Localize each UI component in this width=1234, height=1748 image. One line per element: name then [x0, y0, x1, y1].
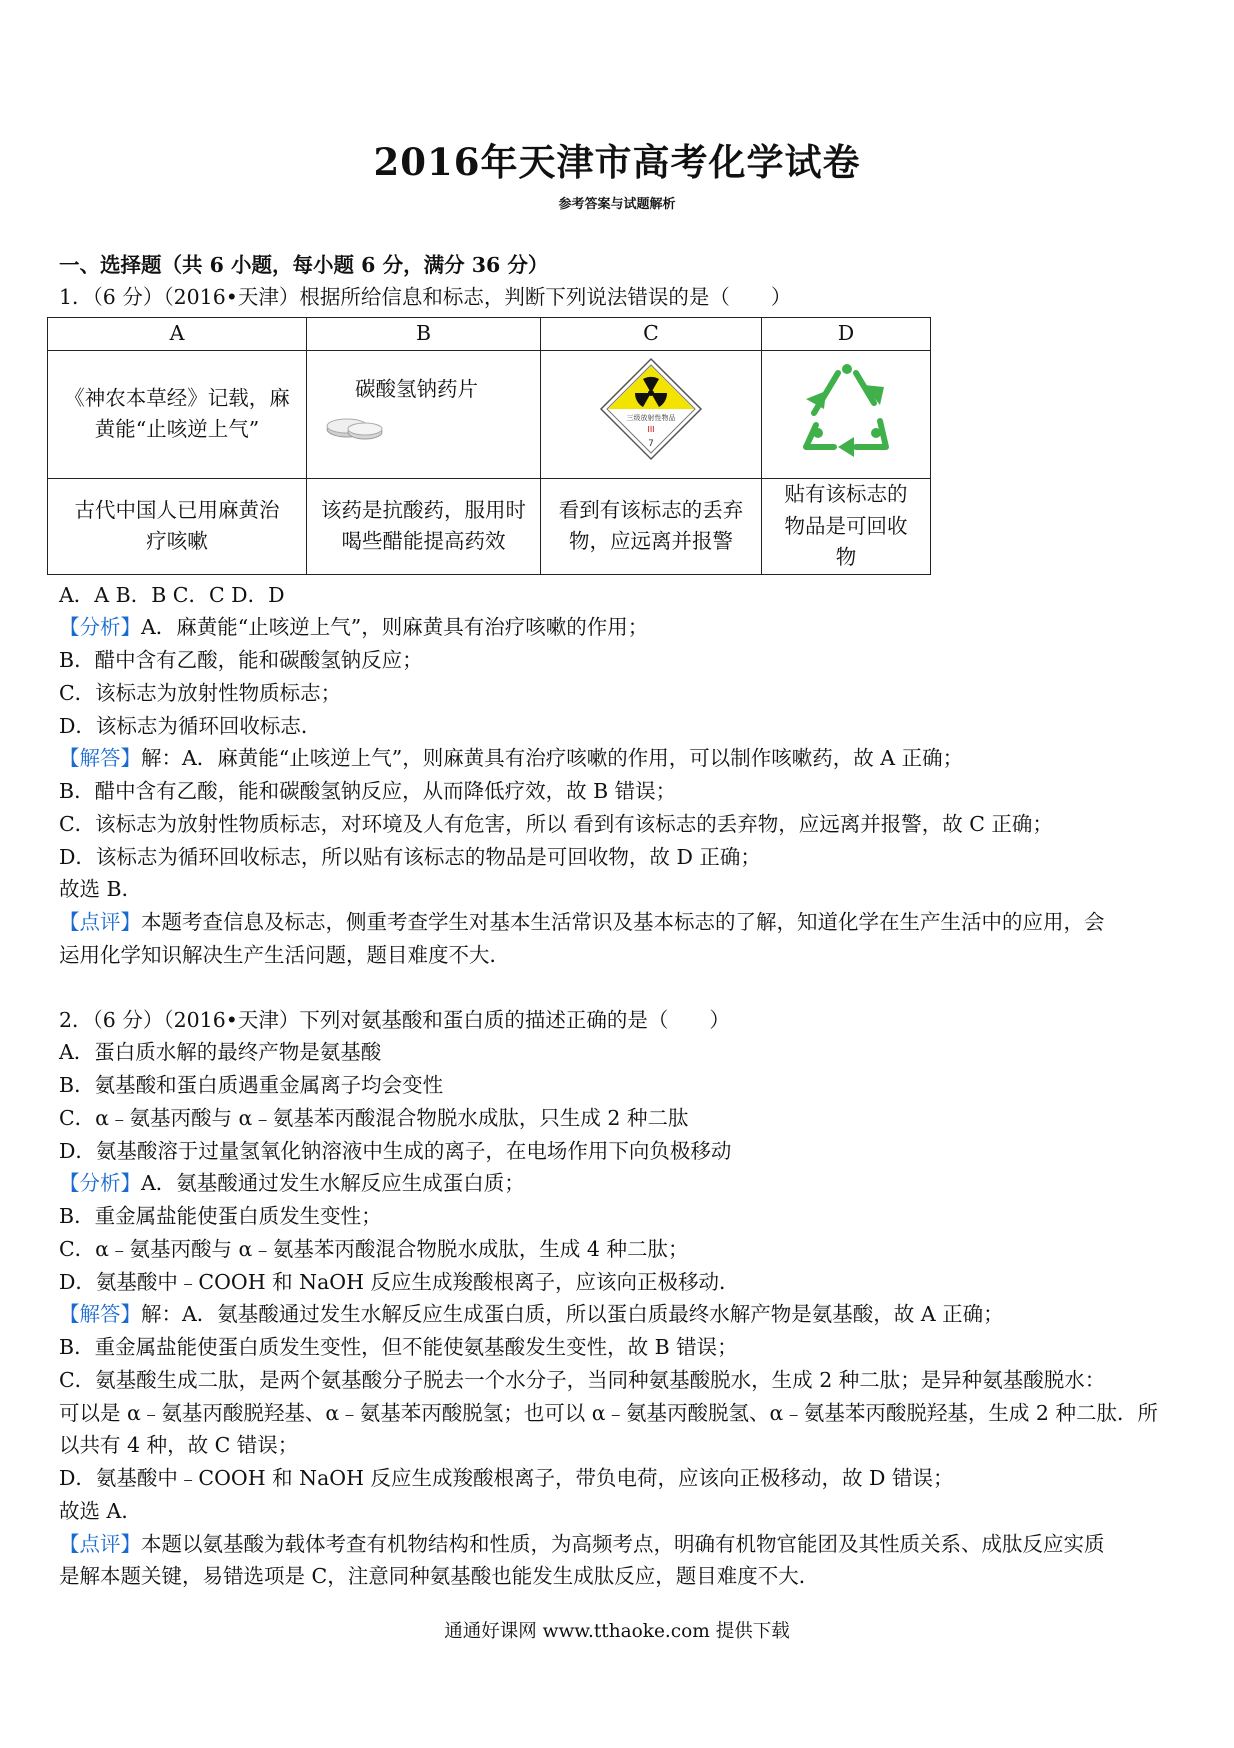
q1-comment-line — [59, 910, 1105, 935]
statement-line: 物品是可回收 — [784, 513, 908, 538]
q2-answer-line: B．重金属盐能使蛋白质发生变性，但不能使氨基酸发生变性，故 B 错误； — [59, 1335, 738, 1359]
page-footer: 通通好课网 www.tthaoke.com 提供下载 — [444, 1621, 790, 1642]
cell-b-label: 碳酸氢钠药片 — [355, 377, 478, 402]
q2-option: C．α﹣氨基丙酸与 α﹣氨基苯丙酸混合物脱水成肽，只生成 2 种二肽 — [59, 1106, 689, 1130]
q2-option: A．蛋白质水解的最终产物是氨基酸 — [59, 1040, 382, 1064]
page-subtitle: 参考答案与试题解析 — [558, 197, 676, 212]
cell-a-info — [48, 350, 307, 478]
q1-answer-line: D．该标志为循环回收标志，所以贴有该标志的物品是可回收物，故 D 正确； — [59, 845, 761, 869]
q1-answer-line: C．该标志为放射性物质标志，对环境及人有危害，所以 看到有该标志的丢弃物，应远离并报警，故 C 正确； — [59, 812, 1053, 836]
q2-analysis-line: B．重金属盐能使蛋白质发生变性； — [59, 1204, 382, 1228]
q1-analysis-line: D．该标志为循环回收标志． — [59, 714, 322, 738]
statement-line: 该药是抗酸药，服用时 — [321, 497, 526, 522]
q1-analysis-line: B．醋中含有乙酸，能和碳酸氢钠反应； — [59, 648, 423, 672]
q1-comment-line: 运用化学知识解决生产生活问题，题目难度不大． — [59, 943, 510, 967]
table-header-c: C — [541, 318, 762, 351]
analysis-text: A．麻黄能“止咳逆上气”，则麻黄具有治疗咳嗽的作用； — [141, 615, 649, 639]
comment-tag: 【点评】 — [59, 1532, 141, 1556]
cell-c-statement — [541, 478, 762, 574]
cell-c-sign — [541, 350, 762, 478]
q1-answer-line: B．醋中含有乙酸，能和碳酸氢钠反应，从而降低疗效，故 B 错误； — [59, 779, 677, 803]
tablets-icon — [325, 412, 385, 442]
table-header-b: B — [307, 318, 541, 351]
comment-text: 本题以氨基酸为载体考查有机物结构和性质，为高频考点，明确有机物官能团及其性质关系、成肽反应实质 — [141, 1532, 1105, 1556]
answer-tag: 【解答】 — [59, 746, 141, 770]
radiation-warning-icon — [599, 357, 703, 461]
q2-comment-line: 是解本题关键，易错选项是 C，注意同种氨基酸也能发生成肽反应，题目难度不大． — [59, 1564, 820, 1588]
comment-text: 本题考查信息及标志，侧重考查学生对基本生活常识及基本标志的了解，知道化学在生产生活中的应用，会 — [141, 910, 1105, 934]
table-header-d: D — [762, 318, 931, 351]
analysis-tag: 【分析】 — [59, 615, 141, 639]
answer-text: 解：A．麻黄能“止咳逆上气”，则麻黄具有治疗咳嗽的作用，可以制作咳嗽药，故 A 正确； — [141, 746, 964, 770]
q2-analysis-line: C．α﹣氨基丙酸与 α﹣氨基苯丙酸混合物脱水成肽，生成 4 种二肽； — [59, 1237, 689, 1261]
sign-inner-text: 三级放射性物品 — [626, 414, 676, 423]
page-title: 2016年天津市高考化学试卷 — [373, 140, 861, 184]
q2-analysis-line — [59, 1171, 525, 1196]
statement-line: 物，应远离并报警 — [569, 529, 733, 554]
statement-line: 贴有该标志的 — [784, 481, 908, 506]
q1-choices: A．A B．B C．C D．D — [59, 583, 285, 607]
q1-analysis-line: C．该标志为放射性物质标志； — [59, 681, 342, 705]
cell-a-line: 黄能“止咳逆上气” — [94, 417, 260, 442]
cell-b-info — [307, 350, 541, 478]
statement-line: 喝些醋能提高药效 — [341, 529, 506, 554]
answer-tag: 【解答】 — [59, 1302, 141, 1326]
comment-tag: 【点评】 — [59, 910, 141, 934]
q2-answer-line: C．氨基酸生成二肽，是两个氨基酸分子脱去一个水分子，当同种氨基酸脱水，生成 2 种二肽；是异种氨基酸脱水： — [59, 1368, 1106, 1392]
q1-analysis-line — [59, 615, 648, 640]
q1-answer-line: 故选 B． — [59, 877, 143, 901]
statement-line: 古代中国人已用麻黄治 — [74, 497, 280, 522]
cell-d-sign — [762, 350, 931, 478]
analysis-tag: 【分析】 — [59, 1171, 141, 1195]
q1-answer-line — [59, 746, 963, 771]
table-header-a: A — [48, 318, 307, 351]
cell-a-statement — [48, 478, 307, 574]
q2-option: D．氨基酸溶于过量氢氧化钠溶液中生成的离子，在电场作用下向负极移动 — [59, 1139, 732, 1163]
cell-d-statement — [762, 478, 931, 574]
statement-line: 看到有该标志的丢弃 — [558, 497, 744, 522]
sign-class: 7 — [648, 439, 654, 450]
q2-answer-line: D．氨基酸中﹣COOH 和 NaOH 反应生成羧酸根离子，带负电荷，应该向正极移动，故 D 错误； — [59, 1466, 954, 1490]
recycle-icon — [794, 359, 898, 459]
answer-text: 解：A．氨基酸通过发生水解反应生成蛋白质，所以蛋白质最终水解产物是氨基酸，故 A 正确； — [141, 1302, 1004, 1326]
statement-line: 物 — [835, 545, 857, 570]
section-heading: 一、选择题（共 6 小题，每小题 6 分，满分 36 分） — [59, 253, 549, 277]
analysis-text: A．氨基酸通过发生水解反应生成蛋白质； — [141, 1171, 525, 1195]
cell-a-line: 《神农本草经》记载，麻 — [64, 385, 290, 410]
cell-b-statement — [307, 478, 541, 574]
q2-answer-line — [59, 1302, 1004, 1327]
statement-line: 疗咳嗽 — [146, 529, 208, 554]
q1-stem: 1．（6 分）（2016•天津）根据所给信息和标志，判断下列说法错误的是（ ） — [59, 285, 792, 309]
q2-answer-line: 可以是 α﹣氨基丙酸脱羟基、α﹣氨基苯丙酸脱氢；也可以 α﹣氨基丙酸脱氢、α﹣氨基苯丙酸脱羟基，生成 2 种二肽．所 — [59, 1401, 1158, 1425]
q1-options-table — [47, 317, 931, 575]
q2-option: B．氨基酸和蛋白质遇重金属离子均会变性 — [59, 1073, 444, 1097]
sign-numeral: III — [647, 425, 655, 435]
q2-answer-line: 故选 A． — [59, 1499, 142, 1523]
q2-comment-line — [59, 1532, 1105, 1557]
q2-stem: 2．（6 分）（2016•天津）下列对氨基酸和蛋白质的描述正确的是（ ） — [59, 1008, 730, 1032]
q2-analysis-line: D．氨基酸中﹣COOH 和 NaOH 反应生成羧酸根离子，应该向正极移动． — [59, 1270, 740, 1294]
q2-answer-line: 以共有 4 种，故 C 错误； — [59, 1433, 299, 1457]
